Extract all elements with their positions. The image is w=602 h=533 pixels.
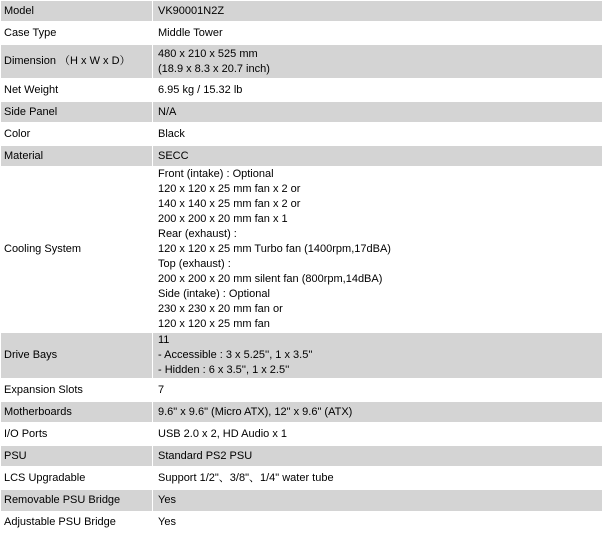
spec-label: LCS Upgradable	[1, 467, 153, 490]
spec-value	[153, 446, 602, 467]
spec-value	[153, 102, 602, 123]
spec-value-line: 120 x 120 x 25 mm fan	[158, 318, 270, 330]
spec-value	[153, 22, 602, 45]
spec-row-io-ports	[1, 423, 602, 446]
spec-value	[153, 167, 602, 333]
spec-value-line: 120 x 120 x 25 mm Turbo fan (1400rpm,17dBA)	[158, 243, 391, 255]
spec-value-line: 230 x 230 x 20 mm fan or	[158, 303, 283, 315]
spec-row-psu	[1, 446, 602, 467]
spec-label: Cooling System	[1, 167, 153, 333]
spec-row-color	[1, 123, 602, 146]
spec-label: Side Panel	[1, 102, 153, 123]
spec-label: Color	[1, 123, 153, 146]
spec-row-expansion-slots	[1, 379, 602, 402]
spec-value-line: 480 x 210 x 525 mm	[158, 47, 258, 60]
spec-value	[153, 467, 602, 490]
spec-value-line: Support 1/2"、3/8"、1/4" water tube	[158, 471, 334, 484]
spec-row-dimension	[1, 45, 602, 79]
spec-label: PSU	[1, 446, 153, 467]
spec-value-line: 7	[158, 383, 165, 396]
spec-value	[153, 146, 602, 167]
spec-value-line: USB 2.0 x 2, HD Audio x 1	[158, 427, 288, 440]
spec-row-adjustable-psu-bridge	[1, 512, 602, 533]
spec-value-line: (18.9 x 8.3 x 20.7 inch)	[158, 62, 270, 75]
spec-value-line: 11	[158, 334, 170, 346]
spec-value-line: Standard PS2 PSU	[158, 449, 253, 462]
spec-value	[153, 333, 602, 379]
spec-table	[1, 1, 602, 533]
spec-label: Model	[1, 1, 153, 22]
spec-label: Expansion Slots	[1, 379, 153, 402]
spec-value	[153, 402, 602, 423]
spec-value	[153, 1, 602, 22]
spec-label: Case Type	[1, 22, 153, 45]
spec-value-line: 6.95 kg / 15.32 lb	[158, 83, 243, 96]
spec-value-line: 120 x 120 x 25 mm fan x 2 or	[158, 183, 301, 195]
spec-value-line: VK90001N2Z	[158, 4, 225, 17]
spec-row-cooling-system	[1, 167, 602, 333]
spec-value-line: SECC	[158, 149, 189, 162]
spec-value	[153, 123, 602, 146]
spec-label: I/O Ports	[1, 423, 153, 446]
spec-value-line: - Accessible : 3 x 5.25'', 1 x 3.5''	[158, 349, 313, 361]
spec-value-line: Black	[158, 127, 185, 140]
spec-value	[153, 490, 602, 512]
spec-row-motherboards	[1, 402, 602, 423]
spec-value-line: Middle Tower	[158, 26, 223, 39]
spec-row-side-panel	[1, 102, 602, 123]
spec-value	[153, 379, 602, 402]
spec-label: Dimension （H x W x D）	[1, 45, 153, 79]
spec-row-net-weight	[1, 79, 602, 102]
spec-row-material	[1, 146, 602, 167]
spec-value	[153, 512, 602, 533]
spec-value-line: Front (intake) : Optional	[158, 168, 274, 180]
spec-value-line: N/A	[158, 105, 177, 118]
spec-label: Adjustable PSU Bridge	[1, 512, 153, 533]
spec-value-line: 200 x 200 x 20 mm fan x 1	[158, 213, 288, 225]
spec-value	[153, 45, 602, 79]
spec-row-model	[1, 1, 602, 22]
spec-value	[153, 423, 602, 446]
spec-label: Removable PSU Bridge	[1, 490, 153, 512]
spec-value-line: Side (intake) : Optional	[158, 288, 270, 300]
spec-value-line: 200 x 200 x 20 mm silent fan (800rpm,14dBA)	[158, 273, 383, 285]
spec-row-drive-bays	[1, 333, 602, 379]
spec-row-case-type	[1, 22, 602, 45]
spec-value-line: Rear (exhaust) :	[158, 228, 237, 240]
spec-value-line: Yes	[158, 494, 176, 506]
spec-row-removable-psu-bridge	[1, 490, 602, 512]
spec-label: Material	[1, 146, 153, 167]
spec-value-line: 9.6" x 9.6" (Micro ATX), 12" x 9.6" (ATX)	[158, 405, 353, 418]
spec-row-lcs-upgradable	[1, 467, 602, 490]
spec-value-line: - Hidden : 6 x 3.5'', 1 x 2.5''	[158, 364, 290, 376]
spec-value	[153, 79, 602, 102]
spec-label: Net Weight	[1, 79, 153, 102]
spec-value-line: 140 x 140 x 25 mm fan x 2 or	[158, 198, 301, 210]
spec-label: Motherboards	[1, 402, 153, 423]
spec-value-line: Top (exhaust) :	[158, 258, 231, 270]
spec-label: Drive Bays	[1, 333, 153, 379]
spec-value-line: Yes	[158, 515, 176, 528]
